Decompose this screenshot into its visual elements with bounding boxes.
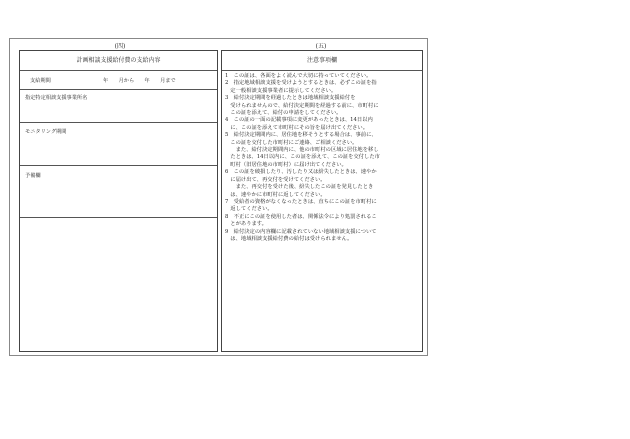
left-page-label: (四) <box>114 43 126 50</box>
left-panel <box>19 50 218 352</box>
note-line: この証を添えて、給付の申請をしてください。 <box>225 110 342 117</box>
reserve-label: 予備欄 <box>25 173 41 179</box>
office-row <box>20 90 217 123</box>
note-line: また、再交付を受けた後、紛失したこの証を発見したとき <box>225 184 374 191</box>
right-panel-title: 注意事項欄 <box>222 51 422 71</box>
note-line: に、この証を添えて市町村にその旨を届け出てください。 <box>225 124 369 131</box>
note-line: に届け出て、再交付を受けてください。 <box>225 176 326 183</box>
note-line: 6 この証を破損したり、汚したり又は紛失したときは、速やか <box>225 169 377 176</box>
note-line: は、速やかに市町村に返してください。 <box>225 191 326 198</box>
period-value: 年 月から 年 月まで <box>103 78 176 84</box>
note-line: 定一般相談支援事業者に提示してください。 <box>225 87 337 94</box>
note-line: は、地域相談支援給付費の給付は受けられません。 <box>225 235 353 242</box>
monitoring-label: モニタリング期間 <box>25 129 67 135</box>
note-line: 9 給付決定の内容欄に記載されていない地域相談支援について <box>225 228 377 235</box>
note-line: 5 給付決定期間内に、居住地を移そうとする場合は、事前に、 <box>225 132 377 139</box>
note-line: 3 給付決定期間を経過したときは地域相談支援給付を <box>225 95 356 102</box>
note-line: たときは、14日以内に、この証を添えて、この証を交付した市 <box>225 154 380 161</box>
note-line: この証を交付した市町村にご連絡、ご相談ください。 <box>225 139 358 146</box>
left-panel-title: 計画相談支援給付費の支給内容 <box>20 51 217 71</box>
right-page-label: (五) <box>315 43 327 50</box>
note-line: また、給付決定期間内に、他の市町村の区域に居住地を移し <box>225 147 379 154</box>
document-page <box>9 38 428 356</box>
note-line: 7 受給者の資格がなくなったときは、直ちにこの証を市町村に <box>225 198 377 205</box>
note-line: 2 指定地域相談支援を受けようとするときは、必ずこの証を指 <box>225 80 377 87</box>
monitoring-row <box>20 123 217 166</box>
note-line: とがあります。 <box>225 221 267 228</box>
reserve-row <box>20 166 217 218</box>
period-label: 支給期間 <box>30 78 51 84</box>
office-label: 指定特定相談支援事業所名 <box>25 95 88 101</box>
notes-list <box>225 73 420 243</box>
period-row <box>20 71 217 90</box>
note-line: 受けられませんので、給付決定期間を経過する前に、市町村に <box>225 102 379 109</box>
note-line: 町村（旧居住地の市町村）に届け出てください。 <box>225 161 347 168</box>
note-line: 返してください。 <box>225 206 273 213</box>
note-line: 1 この証は、各面をよく読んで大切に持っていてください。 <box>225 73 372 79</box>
note-line: 8 不正にこの証を使用した者は、関係法令により処罰されるこ <box>225 213 377 220</box>
note-line: 4 この証の一面の記載事項に変更があったときは、14日以内 <box>225 117 373 124</box>
right-panel <box>221 50 423 352</box>
